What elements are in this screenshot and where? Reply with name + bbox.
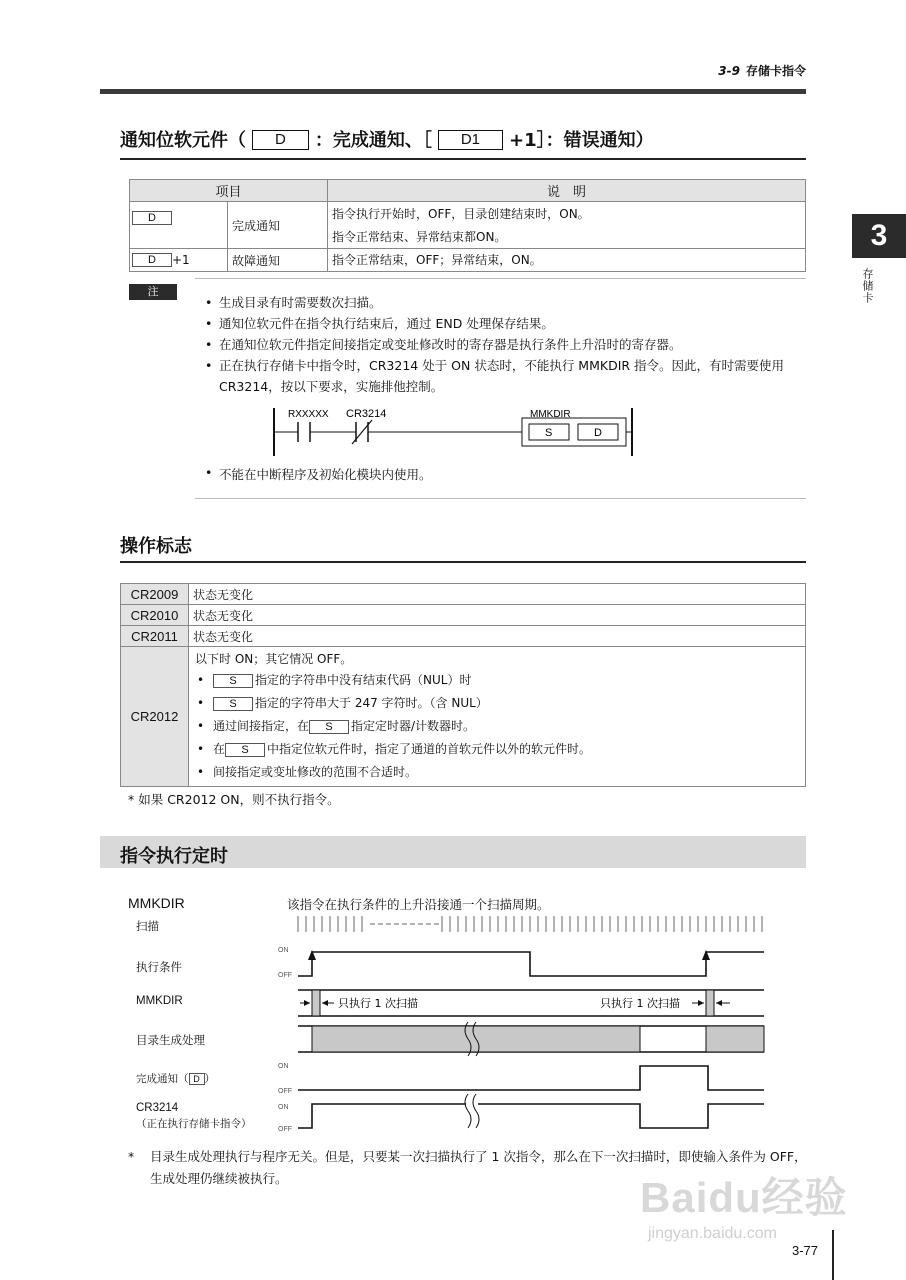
header-rule <box>100 89 806 94</box>
device-box: D <box>132 211 172 225</box>
note-list <box>205 292 805 397</box>
instr-box <box>522 418 626 446</box>
page-number: 3-77 <box>792 1243 819 1258</box>
flag-key: CR2012 <box>121 647 189 787</box>
item-text: 指定的字符串大于 247 字符时。（含 NUL） <box>255 696 488 710</box>
item-text: 指定的字符串中没有结束代码（NUL）时 <box>255 673 472 687</box>
chapter-tab: 3 <box>852 214 906 258</box>
watermark-logo: Baidu经验 <box>640 1174 848 1221</box>
section2-title: 操作标志 <box>120 536 192 557</box>
cr-off-label: OFF <box>278 1126 292 1133</box>
note-top-rule <box>195 278 806 279</box>
flag-key: CR2011 <box>121 626 189 647</box>
item-text: 中指定位软元件时，指定了通道的首软元件以外的软元件时。 <box>267 742 592 756</box>
header-title: 存储卡指令 <box>745 64 806 78</box>
desc-cell: 指令正常结束，OFF；异常结束，ON。 <box>328 249 806 272</box>
item-cell: 故障通知 <box>228 249 328 272</box>
page-header <box>718 62 806 79</box>
timing-description: 该指令在执行条件的上升沿接通一个扫描周期。 <box>287 897 550 912</box>
label-mmkdir: MMKDIR <box>136 995 183 1007</box>
done-on-label: ON <box>278 1063 289 1070</box>
done-post: ） <box>204 1073 215 1085</box>
section2-rule <box>120 561 806 563</box>
done-box: D <box>189 1073 205 1085</box>
title-part3: +1］：错误通知） <box>509 130 654 151</box>
header-section: 3-9 <box>718 64 740 78</box>
table-row <box>130 202 806 227</box>
footnote-star: * <box>128 1149 135 1164</box>
desc-line: 指令执行开始时，OFF，目录创建结束时，ON。 <box>332 207 590 221</box>
device-suffix: +1 <box>172 252 190 267</box>
flag-table <box>120 583 806 787</box>
chapter-label: 存储卡 <box>861 268 874 304</box>
section1-rule <box>120 158 806 160</box>
once-right-label: 只执行 1 次扫描 <box>600 997 680 1010</box>
desc-line: 指令正常结束、异常结束都ON。 <box>332 230 507 244</box>
desc-cell <box>328 226 806 249</box>
label-cr3214: CR3214 <box>136 1102 179 1114</box>
note-tag: 注 <box>129 284 177 300</box>
section3-title: 指令执行定时 <box>120 846 228 867</box>
item-text: 在 <box>213 742 226 756</box>
device-box-d: D <box>252 130 309 150</box>
section1-title <box>120 126 654 152</box>
once-left-label: 只执行 1 次扫描 <box>338 997 418 1010</box>
item-text: 间接指定或变址修改的范围不合适时。 <box>213 765 418 779</box>
instr-label: MMKDIR <box>530 409 571 420</box>
item-cell: 完成通知 <box>228 202 328 249</box>
note-item-last: • 不能在中断程序及初始化模块内使用。 <box>205 465 432 483</box>
device-box: D <box>132 253 172 267</box>
flag-value <box>189 647 806 787</box>
label-dir-proc: 目录生成处理 <box>136 1033 205 1047</box>
operand-box: S <box>309 720 349 734</box>
device-box-d1: D1 <box>438 130 503 150</box>
list-item <box>195 692 799 715</box>
footnote-text: 目录生成处理执行与程序无关。但是，只要某一次扫描执行了 1 次指令，那么在下一次扫描时，即使输入条件为 OFF，生成处理仍继续被执行。 <box>150 1149 807 1186</box>
notify-bit-table <box>129 179 806 272</box>
operand-box: S <box>225 743 265 757</box>
proc-active-2 <box>706 1026 764 1052</box>
operand-box: S <box>213 697 253 711</box>
table-row <box>121 605 806 626</box>
list-item <box>195 738 799 761</box>
scan-ticks <box>298 916 762 932</box>
watermark <box>640 1165 848 1243</box>
list-item <box>195 761 799 784</box>
watermark-url: jingyan.baidu.com <box>648 1225 777 1242</box>
flag-value: 状态无变化 <box>189 605 806 626</box>
flag-key: CR2009 <box>121 584 189 605</box>
note-item: • 通知位软元件在指令执行结束后，通过 END 处理保存结果。 <box>205 313 805 334</box>
desc-cell <box>328 202 806 227</box>
exec-cond-signal <box>298 952 764 976</box>
ladder-diagram <box>268 404 648 460</box>
cr2012-list <box>195 669 799 784</box>
flag-key: CR2010 <box>121 605 189 626</box>
title-part1: 通知位软元件（ <box>120 130 246 151</box>
done-pre: 完成通知（ <box>136 1073 189 1085</box>
operand-d: D <box>594 427 602 439</box>
page-rule <box>832 1230 834 1280</box>
cr-on-label: ON <box>278 1104 289 1111</box>
flag-footnote: * 如果 CR2012 ON，则不执行指令。 <box>128 792 340 807</box>
table-row <box>130 249 806 272</box>
table-row <box>121 584 806 605</box>
note-item: • 生成目录有时需要数次扫描。 <box>205 292 805 313</box>
operand-s: S <box>545 427 553 439</box>
label-cr3214-sub: （正在执行存储卡指令） <box>136 1118 252 1130</box>
operand-box: S <box>213 674 253 688</box>
flag-value: 状态无变化 <box>189 626 806 647</box>
list-item <box>195 715 799 738</box>
cr3214-signal <box>298 1104 764 1128</box>
note-item: • 在通知位软元件指定间接指定或变址修改时的寄存器是执行条件上升沿时的寄存器。 <box>205 334 805 355</box>
timing-instr: MMKDIR <box>128 895 185 911</box>
col-desc: 说 明 <box>328 180 806 202</box>
exec-off-label: OFF <box>278 972 292 979</box>
label-scan: 扫描 <box>136 919 159 933</box>
table-row <box>121 626 806 647</box>
col-item: 项目 <box>130 180 328 202</box>
label-done <box>136 1071 215 1086</box>
list-item <box>195 669 799 692</box>
label-exec-cond: 执行条件 <box>136 960 182 974</box>
device-cell <box>130 202 228 249</box>
table-row <box>121 647 806 787</box>
done-signal <box>298 1066 764 1090</box>
note-bottom-rule <box>195 498 806 499</box>
contact1-label: RXXXXX <box>288 409 329 420</box>
item-text: 指定定时器/计数器时。 <box>351 719 476 733</box>
contact2-label: CR3214 <box>346 408 387 420</box>
cr2012-intro: 以下时 ON；其它情况 OFF。 <box>195 652 353 666</box>
device-cell <box>130 249 228 272</box>
title-part2: ：完成通知、［ <box>314 130 432 151</box>
done-off-label: OFF <box>278 1088 292 1095</box>
note-item: • 正在执行存储卡中指令时，CR3214 处于 ON 状态时，不能执行 MMKDIR 指令。因此，有时需要使用 CR3214，按以下要求，实施排他控制。 <box>205 355 805 397</box>
mmkdir-pulse-1 <box>312 990 320 1016</box>
mmkdir-pulse-2 <box>706 990 714 1016</box>
flag-value: 状态无变化 <box>189 584 806 605</box>
timing-diagram <box>270 910 770 1135</box>
item-text: 通过间接指定，在 <box>213 719 310 733</box>
exec-on-label: ON <box>278 947 289 954</box>
